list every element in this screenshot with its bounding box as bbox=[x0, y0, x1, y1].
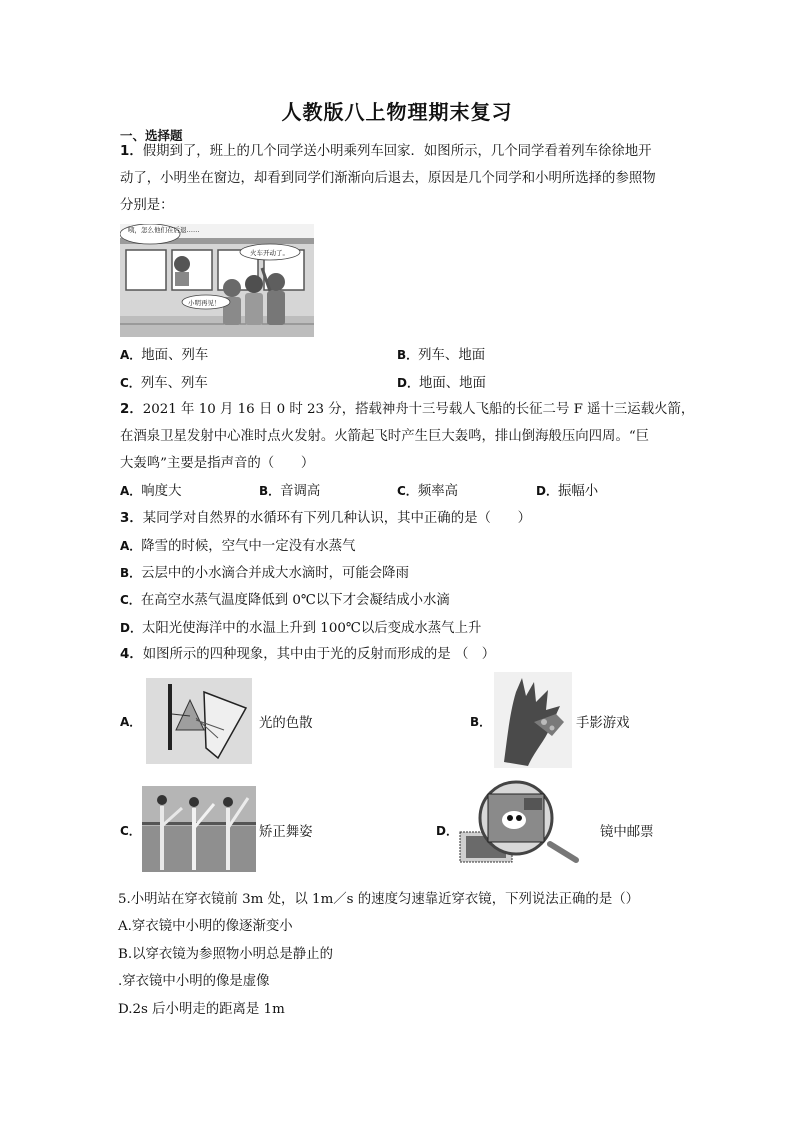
q5-option-a: A.穿衣镜中小明的像逐渐变小 bbox=[118, 919, 293, 934]
q3-option-d: D．太阳光使海洋中的水温上升到 100℃以后变成水蒸气上升 bbox=[120, 621, 482, 636]
q1-line-2: 动了，小明坐在窗边，却看到同学们渐渐向后退去，原因是几个同学和小明所选择的参照物 bbox=[120, 171, 656, 186]
q5-option-c: .穿衣镜中小明的像是虚像 bbox=[118, 974, 270, 989]
q4-option-c-label: C． bbox=[120, 824, 141, 838]
q1-train-illustration bbox=[120, 224, 314, 337]
q4-option-d-label: D． bbox=[436, 824, 458, 838]
q5-option-d: D.2s 后小明走的距离是 1m bbox=[118, 1002, 285, 1017]
q4-magnifier-stamp-image bbox=[458, 780, 580, 866]
q2-line-3: 大轰鸣”主要是指声音的（ ） bbox=[120, 456, 315, 471]
q4-option-c-caption: 矫正舞姿 bbox=[259, 825, 313, 840]
q1-line-3: 分别是： bbox=[120, 198, 174, 213]
q2-option-c: C．频率高 bbox=[397, 484, 458, 499]
q4-hand-shadow-image bbox=[494, 672, 572, 768]
q4-option-a-label: A． bbox=[120, 715, 142, 729]
q3-option-b: B．云层中的小水滴合并成大水滴时，可能会降雨 bbox=[120, 566, 409, 581]
q4-stem: 4．如图所示的四种现象，其中由于光的反射而形成的是 （ ） bbox=[120, 647, 496, 662]
q5-option-b: B.以穿衣镜为参照物小明总是静止的 bbox=[118, 947, 333, 962]
q2-option-d: D．振幅小 bbox=[536, 484, 599, 499]
q2-option-b: B．音调高 bbox=[259, 484, 321, 499]
bubble-right: 火车开动了。 bbox=[250, 249, 289, 257]
section-heading: 一、选择题 bbox=[120, 128, 183, 143]
q2-line-1: 2．2021 年 10 月 16 日 0 时 23 分，搭载神舟十三号载人飞船的长征二号 F 遥十三运载火箭， bbox=[120, 402, 695, 417]
q2-line-2: 在酒泉卫星发射中心准时点火发射。火箭起飞时产生巨大轰鸣，排山倒海般压向四周。“巨 bbox=[120, 429, 650, 444]
q1-option-a: A．地面、列车 bbox=[120, 348, 209, 363]
q3-option-c: C．在高空水蒸气温度降低到 0℃以下才会凝结成小水滴 bbox=[120, 593, 450, 608]
q4-dispersion-image bbox=[146, 678, 252, 764]
q3-option-a: A．降雪的时候，空气中一定没有水蒸气 bbox=[120, 539, 356, 554]
q1-option-d: D．地面、地面 bbox=[397, 376, 486, 391]
bubble-bottom: 小明再见！ bbox=[188, 299, 221, 307]
q4-option-d-caption: 镜中邮票 bbox=[600, 825, 654, 840]
q2-option-a: A．响度大 bbox=[120, 484, 182, 499]
q1-option-c: C．列车、列车 bbox=[120, 376, 208, 391]
page-title: 人教版八上物理期末复习 bbox=[281, 100, 513, 124]
q3-stem: 3．某同学对自然界的水循环有下列几种认识，其中正确的是（ ） bbox=[120, 511, 532, 526]
q4-option-b-caption: 手影游戏 bbox=[576, 716, 630, 731]
q4-option-b-label: B． bbox=[470, 715, 492, 729]
q4-dance-image bbox=[142, 786, 256, 872]
q1-option-b: B．列车、地面 bbox=[397, 348, 486, 363]
bubble-left: 咦，怎么他们在后退…… bbox=[128, 226, 200, 234]
q5-stem: 5.小明站在穿衣镜前 3m 处，以 1m／s 的速度匀速靠近穿衣镜，下列说法正确的是（） bbox=[118, 892, 639, 907]
q1-line-1: 1．假期到了，班上的几个同学送小明乘列车回家．如图所示，几个同学看着列车徐徐地开 bbox=[120, 144, 652, 159]
q4-option-a-caption: 光的色散 bbox=[259, 716, 313, 731]
